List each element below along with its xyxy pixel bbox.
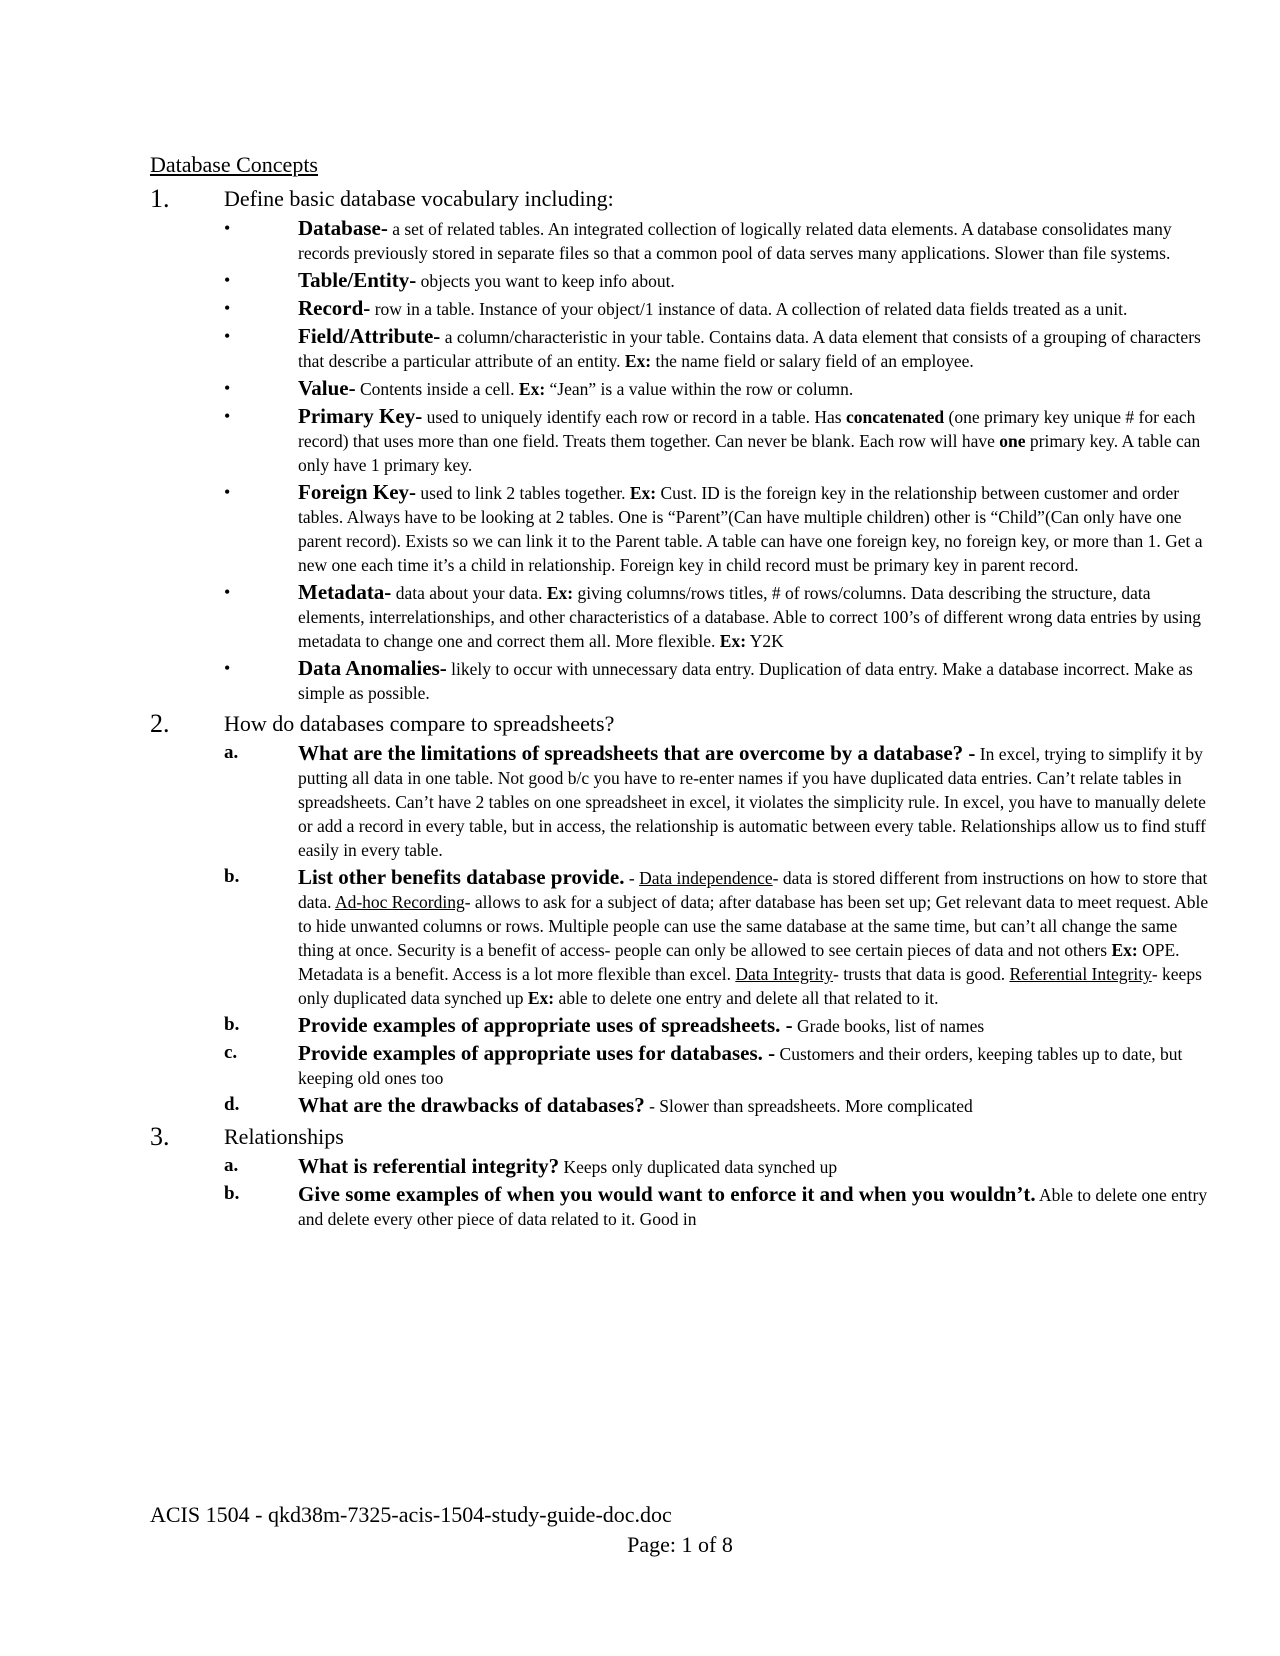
item-marker: a. [224,742,239,763]
answer-text: Grade books, list of names [792,1016,985,1036]
definition-text: a set of related tables. An integrated collection of logically related data elements. A database consolidates many records previously stored in separate files so that a common pool of data serves many applications. Slower than file systems. [298,219,1172,263]
bullet-icon: • [224,658,231,678]
item-marker: a. [224,1155,239,1176]
bullet-icon: • [224,378,231,398]
footer-filename: ACIS 1504 - qkd38m-7325-acis-1504-study-guide-doc.doc [150,1502,672,1527]
definition-text: Y2K [746,631,784,651]
answer-text: Able to delete one entry and delete every other piece of data related to it. Good in [298,1185,1208,1229]
answer-text: In excel, trying to simplify it by putting all data in one table. Not good b/c you have to re-enter names if you have duplicated data entries. Can’t relate tables in spreadsheets. Can’t have 2 tables on one spreadsheet in excel, it violates the simplicity rule. In excel, you have to manually delete or add a record in every table, but in access, the relationship is automatic between every table. Relationships allow us to find stuff easily in every table. [298,744,1206,860]
list-item [224,1041,1210,1090]
item-marker: b. [224,1183,240,1204]
list-item [224,1154,1210,1179]
bullet-icon: • [224,298,231,318]
bullet-icon: • [224,582,231,602]
term-label: Value- [298,376,356,400]
term-label: Record- [298,296,371,320]
definition-text: (one primary key unique # for each record) that uses more than one field. Treats them together. Can never be blank. Each row will have [298,407,1196,451]
subquestion-text: What are the limitations of spreadsheets that are overcome by a database? - [298,741,976,765]
example-label: Ex: [629,483,657,503]
question-number: 1. [150,184,170,213]
subquestion-text: List other benefits database provide. [298,865,625,889]
term-label: Table/Entity- [298,268,417,292]
term-label: Database- [298,216,388,240]
question-text: How do databases compare to spreadsheets? [224,711,615,736]
answer-text: Keeps only duplicated data synched up [559,1157,838,1177]
subquestion-text: Provide examples of appropriate uses of spreadsheets. - [298,1013,793,1037]
example-label: Ex: [518,379,546,399]
subquestion-text: What are the drawbacks of databases? [298,1093,645,1117]
example-label: Ex: [624,351,652,371]
list-item [224,376,1210,401]
bullet-icon: • [224,482,231,502]
list-item [224,216,1210,265]
item-marker: b. [224,866,240,887]
page-title: Database Concepts [150,152,318,177]
term-label: Primary Key- [298,404,423,428]
list-item [224,1093,1210,1118]
definition-text: primary key. A table can only have 1 primary key. [298,431,1201,475]
answer-text: - trusts that data is good. [833,964,1010,984]
example-label: Ex: [719,631,747,651]
answer-text: able to delete one entry and delete all that related to it. [554,988,939,1008]
definition-text: a column/characteristic in your table. Contains data. A data element that consists of a grouping of characters that describe a particular attribute of an entity. [298,327,1201,371]
bullet-icon: • [224,406,231,426]
definition-text: used to link 2 tables together. [416,483,630,503]
list-item [224,580,1210,653]
question-text: Define basic database vocabulary including: [224,186,614,211]
answer-text: OPE. Metadata is a benefit. Access is a lot more flexible than excel. [298,940,1180,984]
bullet-icon: • [224,270,231,290]
definition-text: giving columns/rows titles, # of rows/columns. Data describing the structure, data elements, interrelationships, and other characteristics of a database. Able to correct 100’s of different wrong data entries by using metadata to change one and correct them all. More flexible. [298,583,1202,651]
subquestion-list [150,741,1210,1118]
bold-word: concatenated [845,407,945,427]
list-item [224,741,1210,862]
vocabulary-list [150,216,1210,705]
underlined-term: Data Integrity [735,964,834,984]
list-item [224,324,1210,373]
term-label: Data Anomalies- [298,656,447,680]
item-marker: d. [224,1094,240,1115]
definition-text: Contents inside a cell. [355,379,519,399]
list-item [224,404,1210,477]
underlined-term: Data independence [639,868,773,888]
item-marker: c. [224,1042,238,1063]
answer-text: - data is stored different from instructions on how to store that data. [298,868,1208,912]
question-number: 2. [150,709,170,738]
bold-word: one [999,431,1026,451]
page-footer [150,1500,1210,1560]
list-item [224,1013,1210,1038]
list-item [224,480,1210,577]
question-2 [150,711,1210,737]
example-label: Ex: [1111,940,1138,960]
question-number: 3. [150,1122,170,1151]
page-number: Page: 1 of 8 [627,1532,733,1557]
underlined-term: Referential Integrity [1009,964,1152,984]
bullet-icon: • [224,218,231,238]
subquestion-list [150,1154,1210,1231]
answer-text: - keeps only duplicated data synched up [298,964,1202,1008]
subquestion-text: What is referential integrity? [298,1154,560,1178]
subquestion-text: Provide examples of appropriate uses for databases. - [298,1041,776,1065]
answer-text: - [624,868,640,888]
bullet-icon: • [224,326,231,346]
answer-text: Customers and their orders, keeping tables up to date, but keeping old ones too [298,1044,1183,1088]
underlined-term: Ad-hoc Recording [334,892,465,912]
definition-text: row in a table. Instance of your object/1 instance of data. A collection of related data fields treated as a unit. [370,299,1128,319]
subquestion-text: Give some examples of when you would want to enforce it and when you wouldn’t. [298,1182,1036,1206]
answer-text: - allows to ask for a subject of data; after database has been set up; Get relevant data to meet request. Able to hide unwanted columns or rows. Multiple people can use the same database at the same time, but can’t all change the same thing at once. Security is a benefit of access- people can only be allowed to see certain pieces of data and not others [298,892,1209,960]
term-label: Field/Attribute- [298,324,441,348]
list-item [224,296,1210,321]
question-1 [150,186,1210,212]
question-text: Relationships [224,1124,344,1149]
example-label: Ex: [527,988,555,1008]
definition-text: Cust. ID is the foreign key in the relationship between customer and order tables. Always have to be looking at 2 tables. One is “Parent”(Can have multiple children) other is “Child”(Can only have one parent record). Exists so we can link it to the Parent table. A table can have one foreign key, no foreign key, or more than 1. Get a new one each time it’s a child in relationship. Foreign key in child record must be primary key in parent record. [298,483,1203,575]
item-marker: b. [224,1014,240,1035]
definition-text: the name field or salary field of an employee. [651,351,974,371]
definition-text: data about your data. [391,583,547,603]
definition-text: likely to occur with unnecessary data entry. Duplication of data entry. Make a database incorrect. Make as simple as possible. [298,659,1193,703]
question-3 [150,1124,1210,1150]
definition-text: objects you want to keep info about. [416,271,675,291]
list-item [224,268,1210,293]
definition-text: “Jean” is a value within the row or column. [545,379,854,399]
term-label: Metadata- [298,580,392,604]
definition-text: used to uniquely identify each row or record in a table. Has [422,407,846,427]
list-item [224,1182,1210,1231]
term-label: Foreign Key- [298,480,417,504]
example-label: Ex: [546,583,574,603]
list-item [224,865,1210,1010]
answer-text: - Slower than spreadsheets. More complicated [644,1096,973,1116]
list-item [224,656,1210,705]
document-body [150,180,1210,1234]
